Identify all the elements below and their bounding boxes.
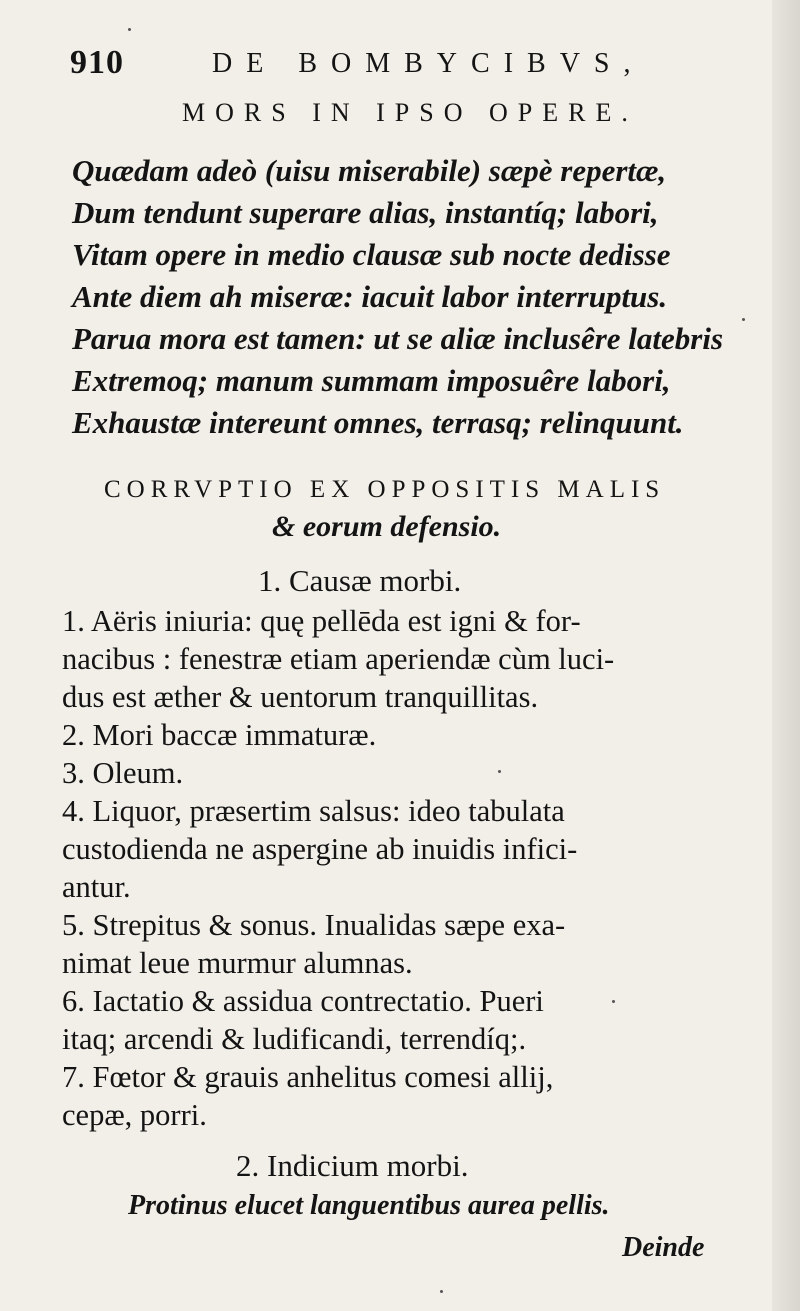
page-number: 910 (70, 44, 124, 81)
body-line: custodienda ne aspergine ab inuidis infici- (62, 832, 578, 866)
ink-speck (128, 28, 131, 31)
subsection-heading-causes: 1. Causæ morbi. (258, 563, 462, 598)
body-line: 2. Mori baccæ immaturæ. (62, 718, 377, 752)
body-line: 1. Aëris iniuria: quę pellēda est igni & for- (62, 604, 581, 638)
subheading: MORS IN IPSO OPERE. (182, 98, 638, 127)
verse-line: Quædam adeò (uisu miserabile) sæpè repertæ, (72, 153, 667, 188)
body-line: itaq; arcendi & ludificandi, terrendíq;. (62, 1022, 527, 1056)
body-line: dus est æther & uentorum tranquillitas. (62, 680, 539, 714)
ink-speck (612, 1000, 615, 1003)
catchword: Deinde (622, 1232, 705, 1263)
body-line: 3. Oleum. (62, 756, 184, 790)
subsection-heading-indicium: 2. Indicium morbi. (236, 1148, 469, 1183)
verse-line: Dum tendunt superare alias, instantíq; labori, (72, 195, 659, 230)
verse-line: Extremoq; manum summam imposuêre labori, (72, 363, 671, 398)
body-line: nimat leue murmur alumnas. (62, 946, 413, 980)
body-line: 6. Iactatio & assidua contrectatio. Pueri (62, 984, 544, 1018)
verse-line: Ante diem ah miseræ: iacuit labor interruptus. (72, 279, 668, 314)
page-edge-shadow (772, 0, 800, 1311)
ink-speck (742, 318, 745, 321)
body-line: nacibus : fenestræ etiam aperiendæ cùm luci- (62, 642, 615, 676)
body-line: 5. Strepitus & sonus. Inualidas sæpe exa- (62, 908, 566, 942)
verse-block (72, 150, 724, 444)
closing-verse-line: Protinus elucet languentibus aurea pellis. (128, 1190, 610, 1221)
ink-speck (498, 770, 501, 773)
verse-line: Exhaustæ intereunt omnes, terrasq; relinquunt. (72, 405, 684, 440)
body-line: cepæ, porri. (62, 1098, 207, 1132)
body-line: antur. (62, 870, 131, 904)
verse-line: Parua mora est tamen: ut se aliæ inclusêre latebris (72, 321, 724, 356)
running-title: DE BOMBYCIBVS, (212, 48, 645, 79)
body-text (62, 602, 730, 1134)
body-line: 7. Fœtor & grauis anhelitus comesi allij, (62, 1060, 554, 1094)
verse-line: Vitam opere in medio clausæ sub nocte dedisse (72, 237, 671, 272)
section-heading: CORRVPTIO EX OPPOSITIS MALIS (104, 476, 666, 503)
ink-speck (440, 1290, 443, 1293)
section-subheading: & eorum defensio. (272, 510, 502, 543)
body-line: 4. Liquor, præsertim salsus: ideo tabulata (62, 794, 565, 828)
